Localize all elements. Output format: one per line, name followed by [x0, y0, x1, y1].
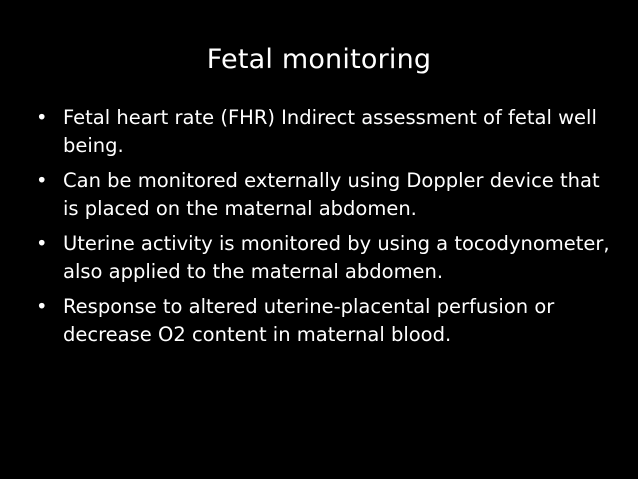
bullet-list: [36, 104, 616, 356]
bullet-text: Can be monitored externally using Doppler device that is placed on the maternal abdomen.: [63, 169, 600, 220]
bullet-dot-icon: •: [36, 169, 48, 192]
bullet-item: [36, 230, 616, 285]
bullet-text: Fetal heart rate (FHR) Indirect assessment of fetal well being.: [63, 106, 597, 157]
bullet-item: [36, 167, 616, 222]
bullet-item: [36, 104, 616, 159]
bullet-text: Uterine activity is monitored by using a tocodynometer, also applied to the maternal abdomen.: [63, 232, 610, 283]
bullet-dot-icon: •: [36, 232, 48, 255]
bullet-dot-icon: •: [36, 295, 48, 318]
bullet-item: [36, 293, 616, 348]
bullet-dot-icon: •: [36, 106, 48, 129]
slide-title: Fetal monitoring: [206, 44, 432, 75]
bullet-text: Response to altered uterine-placental perfusion or decrease O2 content in maternal blood.: [63, 295, 555, 346]
